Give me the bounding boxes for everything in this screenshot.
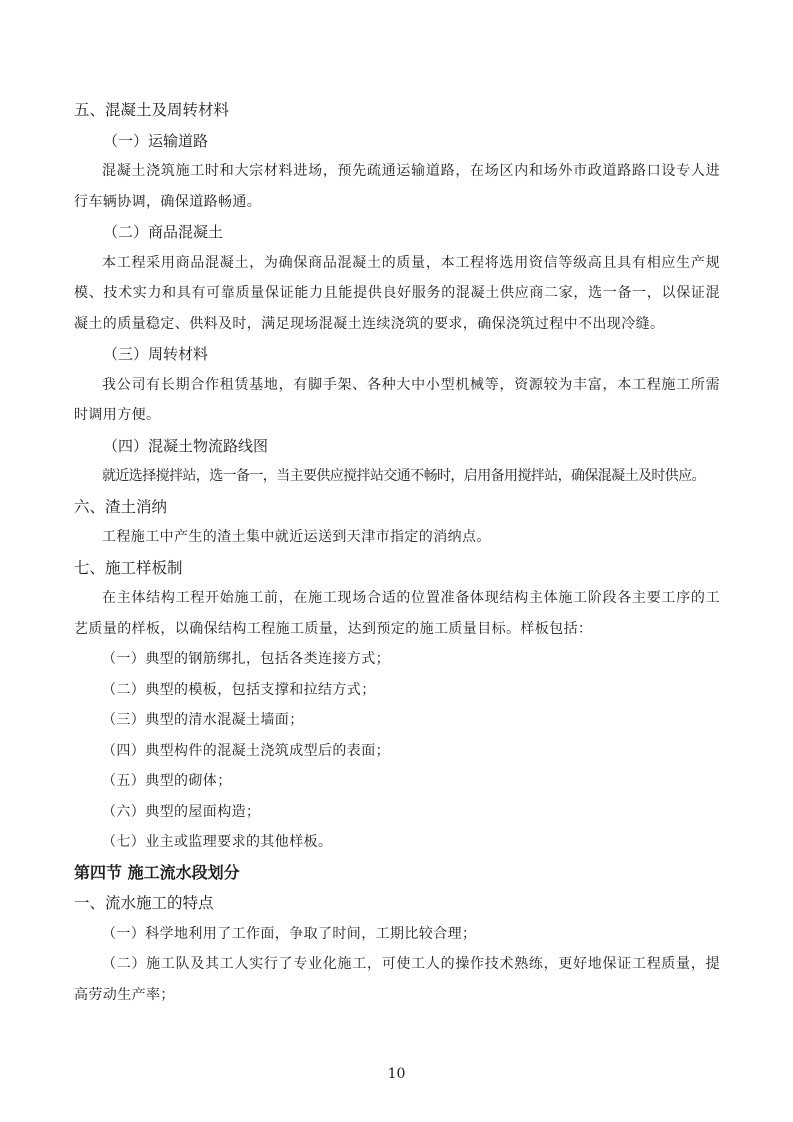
list-item-paragraph: （四）典型构件的混凝土浇筑成型后的表面； [102,742,390,759]
sub-heading: （一）运输道路 [103,131,209,150]
body-paragraph: 工程施工中产生的渣土集中就近运送到天津市指定的消纳点。 [102,529,491,545]
body-paragraph: 就近选择搅拌站，选一备一，当主要供应搅拌站交通不畅时，启用备用搅拌站，确保混凝土及时供应。 [102,468,705,484]
sub-heading: （二）商品混凝土 [103,223,224,241]
list-item-paragraph: （二）典型的模板，包括支撑和拉结方式； [102,681,376,698]
section-title: 第四节 施工流水段划分 [74,862,240,882]
list-item-paragraph: （一）典型的钢筋绑扎，包括各类连接方式； [102,651,390,667]
body-paragraph: 本工程采用商品混凝土，为确保商品混凝土的质量，本工程将选用资信等级高且具有相应生产规模、技术实力和具有可靠质量保证能力且能提供良好服务的混凝土供应商二家，选一备一，以保证混凝土的质量稳定、供料及时，满足现场混凝土连续浇筑的要求，确保浇筑过程中不出现冷缝。 [74,254,720,332]
numbered-heading: 六、渣土消纳 [74,497,168,516]
sub-heading: （四）混凝土物流路线图 [103,436,269,455]
numbered-heading: 一、流水施工的特点 [74,894,214,912]
document-body [74,95,720,1010]
body-paragraph: 在主体结构工程开始施工前，在施工现场合适的位置准备体现结构主体施工阶段各主要工序的工艺质量的样板，以确保结构工程施工质量，达到预定的施工质量目标。样板包括： [74,590,720,637]
body-paragraph: （二）施工队及其工人实行了专业化施工，可使工人的操作技术熟练，更好地保证工程质量，提高劳动生产率； [74,956,720,1003]
numbered-heading: 七、施工样板制 [74,558,183,577]
list-item-paragraph: （一）科学地利用了工作面，争取了时间，工期比较合理； [102,925,477,942]
numbered-heading: 五、混凝土及周转材料 [74,101,230,119]
list-item-paragraph: （七）业主或监理要求的其他样板。 [102,834,333,850]
list-item-paragraph: （三）典型的清水混凝土墙面； [102,712,304,728]
body-paragraph: 我公司有长期合作租赁基地，有脚手架、各种大中小型机械等，资源较为丰富，本工程施工所需时调用方便。 [74,376,720,423]
list-item-paragraph: （六）典型的屋面构造； [102,803,261,820]
list-item-paragraph: （五）典型的砌体； [102,773,232,789]
body-paragraph: 混凝土浇筑施工时和大宗材料进场，预先疏通运输道路，在场区内和场外市政道路路口设专人进行车辆协调，确保道路畅通。 [74,163,720,210]
page-number: 10 [387,1066,406,1082]
sub-heading: （三）周转材料 [103,345,209,363]
